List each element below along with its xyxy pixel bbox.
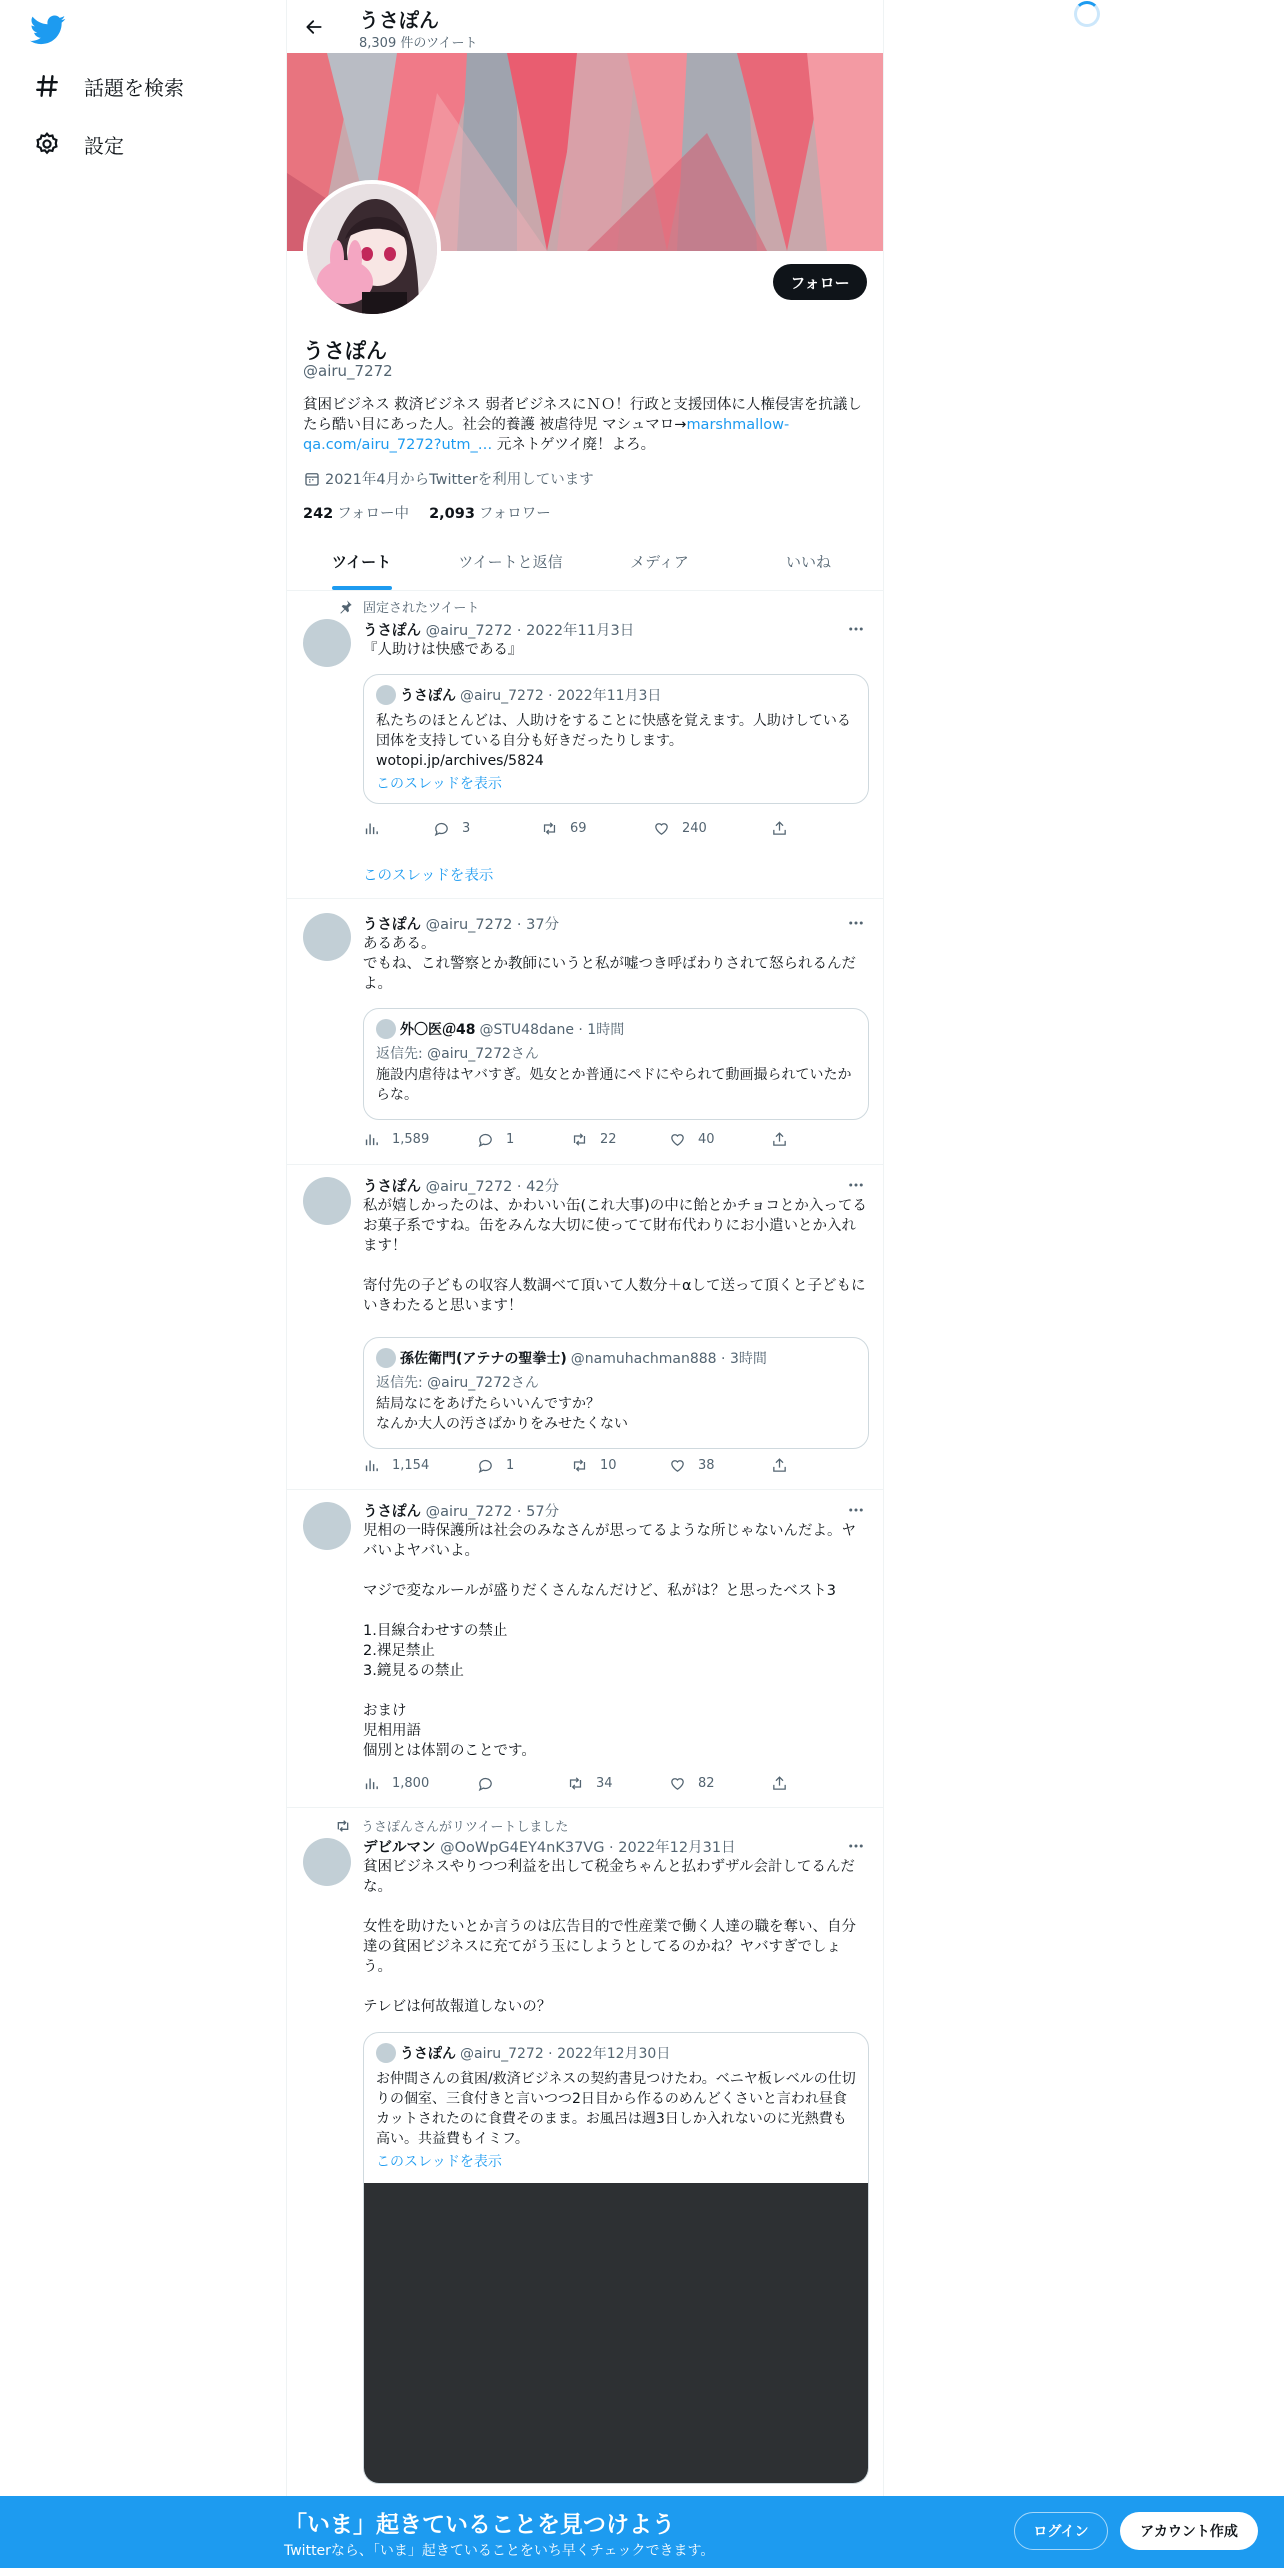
- reply-count: 1: [506, 1458, 515, 1473]
- quote-reply-to: 返信先: @airu_7272さん: [376, 1375, 539, 1391]
- heart-icon: [669, 1775, 686, 1792]
- tweet-meta: @airu_7272 · 57分: [425, 1504, 560, 1520]
- retweet-count: 69: [570, 821, 587, 836]
- profile-bio: [303, 395, 871, 455]
- retweet-indicator: [335, 1816, 568, 1835]
- quote-avatar: [376, 1348, 396, 1368]
- signup-banner-subtitle: Twitterなら、「いま」起きていることをいち早くチェックできます。: [284, 2543, 715, 2559]
- signup-banner: [0, 2496, 1284, 2568]
- quote-avatar: [376, 685, 396, 705]
- quote-meta: @airu_7272 · 2022年12月30日: [460, 2046, 671, 2062]
- follow-button[interactable]: フォロー: [773, 264, 867, 300]
- bio-tail: 元ネトゲツイ廃！よろ。: [492, 437, 656, 453]
- tweet-avatar[interactable]: [303, 1502, 351, 1550]
- tweet-avatar[interactable]: [303, 619, 351, 667]
- followers-count: 2,093: [429, 506, 475, 522]
- calendar-icon: [303, 470, 321, 488]
- arrow-left-icon: [304, 17, 324, 37]
- retweet-count: 10: [600, 1458, 617, 1473]
- quote-text: 私たちのほとんどは、人助けをすることに快感を覚えます。人助けしている団体を支持している自分も好きだったりします。 wotopi.jp/archives/5824: [376, 713, 851, 769]
- retweet-count: 22: [600, 1132, 617, 1147]
- tweet-text: 私が嬉しかったのは、かわいい缶(これ大事)の中に飴とかチョコとか入ってるお菓子系ですね。缶をみんな大切に使ってて財布代わりにお小遣いとか入れます！ 寄付先の子どもの収容人数調べて頂いて人数分＋αして送って頂くと子どもにいきわたると思います！: [363, 1198, 867, 1314]
- profile-handle: @airu_7272: [303, 362, 393, 380]
- bio-text: 貧困ビジネス 救済ビジネス 弱者ビジネスにＮＯ！行政と支援団体に人権侵害を抗議したら酷い目にあった人。社会的養護 被虐待児 マシュマロ→: [303, 397, 862, 433]
- chart-icon: [363, 1775, 380, 1792]
- quote-header: [376, 685, 661, 705]
- nav-explore[interactable]: [34, 66, 184, 106]
- heart-icon: [669, 1457, 686, 1474]
- share-icon: [771, 1775, 788, 1792]
- more-icon[interactable]: [845, 1500, 867, 1520]
- retweet-count: 34: [596, 1776, 613, 1791]
- tweet-text: 貧困ビジネスやりつつ利益を出して税金ちゃんと払わずザル会計してるんだな。 女性を助けたいとか言うのは広告目的で性産業で働く人達の職を奪い、自分達の貧困ビジネスに充てがう玉にしようとしてるのかね？ヤバすぎでしょう。 テレビは何故報道しないの？: [363, 1859, 856, 2015]
- tweet-author-name[interactable]: うさぽん: [363, 917, 421, 933]
- share-icon: [771, 1457, 788, 1474]
- tab-media[interactable]: メディア: [630, 553, 689, 571]
- retweet-button[interactable]: [567, 1775, 613, 1792]
- tab-tweets[interactable]: ツイート: [287, 536, 436, 590]
- like-count: 40: [698, 1132, 715, 1147]
- tweet-meta: @OoWpG4EY4nK37VG · 2022年12月31日: [440, 1840, 736, 1856]
- more-icon[interactable]: [845, 619, 867, 639]
- tab-likes[interactable]: いいね: [785, 553, 831, 571]
- tweet-text: 児相の一時保護所は社会のみなさんが思ってるような所じゃないんだよ。ヤバいよヤバいよ。 マジで変なルールが盛りだくさんなんだけど、私がは？と思ったベスト3 1.目線合わせすの禁止 2.裸足禁止 3.鏡見るの禁止 おまけ 児相用語 個別とは体罰のことです。: [363, 1523, 856, 1759]
- tweet-author-name[interactable]: うさぽん: [363, 1179, 421, 1195]
- views-count: 1,800: [392, 1776, 430, 1791]
- nav-settings-label: 設定: [84, 133, 124, 158]
- more-icon[interactable]: [845, 1836, 867, 1856]
- tweet-avatar[interactable]: [303, 1177, 351, 1225]
- tweet-header: [363, 1175, 559, 1196]
- show-thread-link[interactable]: このスレッドを表示: [363, 868, 494, 884]
- like-count: 82: [698, 1776, 715, 1791]
- like-button[interactable]: [653, 820, 707, 837]
- tweet-text: あるある。 でもね、これ警察とか教師にいうと私が嘘つき呼ばわりされて怒られるんだよ。: [363, 936, 856, 992]
- quote-author-name: 孫佐衛門(アテナの聖拳士): [400, 1351, 567, 1367]
- pin-icon: [337, 599, 353, 615]
- share-button[interactable]: [771, 820, 800, 837]
- tweet-text: 『人助けは快感である』: [363, 642, 523, 658]
- quote-header: [376, 1348, 767, 1368]
- tweet-author-name[interactable]: デビルマン: [363, 1840, 436, 1856]
- tweet-actions: [363, 1131, 803, 1151]
- views-count: 1,154: [392, 1458, 430, 1473]
- tweet-item[interactable]: [287, 1808, 883, 2496]
- reply-button[interactable]: [433, 820, 470, 837]
- retweet-button[interactable]: [541, 820, 587, 837]
- quote-meta: @namuhachman888 · 3時間: [570, 1351, 767, 1367]
- like-count: 38: [698, 1458, 715, 1473]
- chart-icon: [363, 1131, 380, 1148]
- tweet-meta: @airu_7272 · 37分: [425, 917, 560, 933]
- quote-avatar: [376, 1019, 396, 1039]
- nav-explore-label: 話題を検索: [84, 75, 184, 100]
- like-button[interactable]: [669, 1131, 715, 1148]
- tweet-meta: @airu_7272 · 2022年11月3日: [425, 623, 635, 639]
- retweet-icon: [571, 1457, 588, 1474]
- quote-tweet[interactable]: [363, 1008, 869, 1120]
- retweet-icon: [541, 820, 558, 837]
- tweet-avatar[interactable]: [303, 913, 351, 961]
- gear-icon: [34, 131, 60, 157]
- header-name: うさぽん: [359, 8, 439, 32]
- tweet-item[interactable]: [287, 899, 883, 1165]
- retweet-icon: [335, 1818, 351, 1834]
- chart-icon: [363, 820, 380, 837]
- quote-tweet[interactable]: [363, 2032, 869, 2484]
- quote-header: [376, 1019, 624, 1039]
- quote-show-thread[interactable]: このスレッドを表示: [376, 2154, 502, 2170]
- reply-icon: [477, 1131, 494, 1148]
- share-button[interactable]: [771, 1131, 800, 1148]
- twitter-bird-icon[interactable]: [30, 12, 66, 48]
- views-button[interactable]: [363, 820, 392, 837]
- following-label: フォロー中: [337, 506, 410, 522]
- tweet-actions: [363, 820, 803, 840]
- tweet-actions: [363, 1775, 803, 1795]
- signup-banner-title: 「いま」起きていることを見つけよう: [284, 2512, 675, 2538]
- followers-link[interactable]: [429, 502, 551, 523]
- following-count: 242: [303, 506, 334, 522]
- quote-text: 施設内虐待はヤバすぎ。処女とか普通にペドにやられて動画撮られていたからな。: [376, 1067, 852, 1103]
- tweet-meta: @airu_7272 · 42分: [425, 1179, 560, 1195]
- quote-tweet[interactable]: [363, 674, 869, 804]
- nav-settings[interactable]: [34, 124, 124, 164]
- reply-icon: [477, 1775, 494, 1792]
- tweet-author-name[interactable]: うさぽん: [363, 623, 421, 639]
- share-icon: [771, 1131, 788, 1148]
- views-count: 1,589: [392, 1132, 430, 1147]
- tweet-item[interactable]: [287, 1165, 883, 1490]
- reply-count: 1: [506, 1132, 515, 1147]
- quote-text: 結局なにをあげたらいいんですか？ なんか大人の汚さばかりをみせたくない: [376, 1396, 628, 1432]
- tweet-item[interactable]: [287, 1490, 883, 1808]
- retweet-icon: [567, 1775, 584, 1792]
- header-tweet-count: 8,309 件のツイート: [359, 36, 478, 51]
- quote-reply-to: 返信先: @airu_7272さん: [376, 1046, 539, 1062]
- pinned-label: 固定されたツイート: [363, 601, 480, 616]
- join-date-text: 2021年4月からTwitterを利用しています: [325, 472, 594, 488]
- quote-author-name: うさぽん: [400, 2046, 456, 2062]
- heart-icon: [653, 820, 670, 837]
- heart-icon: [669, 1131, 686, 1148]
- quote-meta: @airu_7272 · 2022年11月3日: [460, 688, 662, 704]
- quote-author-name: 外〇医＠48: [400, 1022, 476, 1038]
- share-button[interactable]: [771, 1457, 800, 1474]
- hashtag-icon: [34, 73, 60, 99]
- profile-name: うさぽん: [303, 339, 387, 363]
- tab-tweets-replies[interactable]: ツイートと返信: [458, 553, 563, 571]
- reply-count: 3: [462, 821, 471, 836]
- tweet-header: [363, 1500, 559, 1521]
- quote-tweet[interactable]: [363, 1337, 869, 1449]
- pinned-indicator: [337, 597, 479, 616]
- retweet-button[interactable]: [571, 1457, 617, 1474]
- like-count: 240: [682, 821, 707, 836]
- views-button[interactable]: [363, 1457, 429, 1474]
- tweet-header: [363, 1836, 736, 1857]
- tweet-header: [363, 619, 634, 640]
- loading-spinner-icon: [1074, 1, 1100, 27]
- quote-text: お仲間さんの貧困/救済ビジネスの契約書見つけたわ。ベニヤ板レベルの仕切りの個室、三食付きと言いつつ2日目から作るのめんどくさいと言われ昼食カットされたのに食費そのまま。お風呂は週3日しか入れないのに光熱費も高い。共益費もイミフ。: [376, 2071, 856, 2147]
- profile-join-date: [303, 468, 594, 489]
- quote-media-image[interactable]: [364, 2183, 868, 2483]
- retweet-icon: [571, 1131, 588, 1148]
- quote-meta: @STU48dane · 1時間: [479, 1022, 625, 1038]
- like-button[interactable]: [669, 1775, 715, 1792]
- more-icon[interactable]: [845, 1175, 867, 1195]
- share-icon: [771, 820, 788, 837]
- login-button[interactable]: ログイン: [1014, 2512, 1108, 2550]
- reply-button[interactable]: [477, 1457, 514, 1474]
- bio-link[interactable]: marshmallow-qa.com/airu_7272?utm_…: [303, 417, 790, 453]
- reply-icon: [477, 1457, 494, 1474]
- following-link[interactable]: [303, 502, 409, 523]
- views-button[interactable]: [363, 1131, 429, 1148]
- tweet-author-name[interactable]: うさぽん: [363, 1504, 421, 1520]
- like-button[interactable]: [669, 1457, 715, 1474]
- tweet-actions: [363, 1457, 803, 1477]
- tweet-avatar[interactable]: [303, 1838, 351, 1886]
- profile-header: [287, 0, 883, 53]
- retweet-label: うさぽんさんがリツイートしました: [361, 1820, 569, 1835]
- quote-header: [376, 2043, 670, 2063]
- profile-column: [286, 0, 884, 2496]
- back-button[interactable]: [297, 10, 331, 44]
- profile-tabs: [287, 536, 883, 591]
- reply-icon: [433, 820, 450, 837]
- followers-label: フォロワー: [478, 506, 551, 522]
- more-icon[interactable]: [845, 913, 867, 933]
- profile-stats: [303, 502, 551, 523]
- tweet-header: [363, 913, 559, 934]
- tweet-item[interactable]: [287, 591, 883, 899]
- retweet-button[interactable]: [571, 1131, 617, 1148]
- quote-show-thread[interactable]: このスレッドを表示: [376, 776, 502, 792]
- views-button[interactable]: [363, 1775, 429, 1792]
- profile-avatar[interactable]: [303, 180, 441, 318]
- quote-author-name: うさぽん: [400, 688, 456, 704]
- reply-button[interactable]: [477, 1131, 514, 1148]
- quote-avatar: [376, 2043, 396, 2063]
- chart-icon: [363, 1457, 380, 1474]
- reply-button[interactable]: [477, 1775, 506, 1792]
- share-button[interactable]: [771, 1775, 800, 1792]
- signup-button[interactable]: アカウント作成: [1120, 2512, 1258, 2550]
